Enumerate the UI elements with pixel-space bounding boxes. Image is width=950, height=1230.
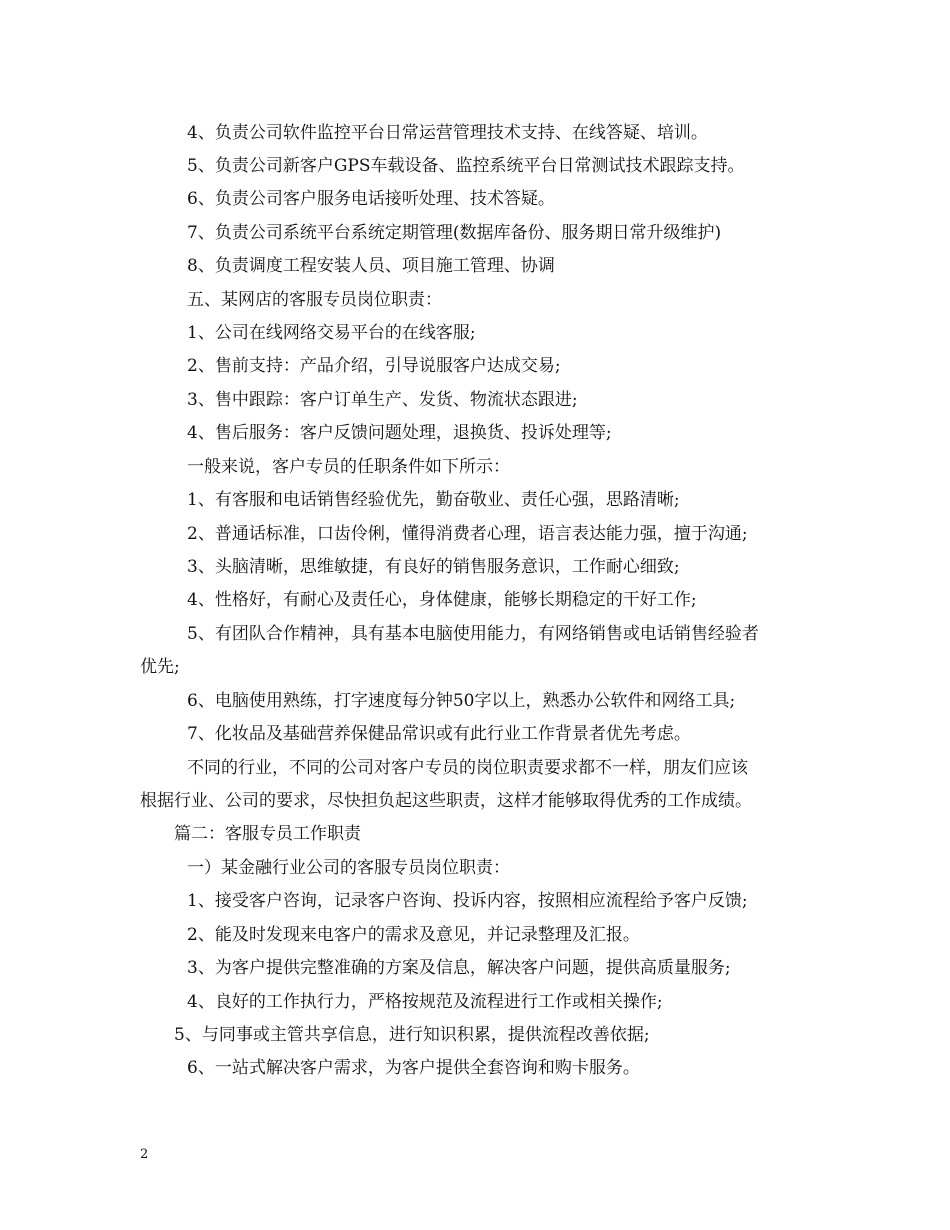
text-line: 2、普通话标准，口齿伶俐，懂得消费者心理，语言表达能力强，擅于沟通; xyxy=(187,524,748,544)
text-line: 1、接受客户咨询，记录客户咨询、投诉内容，按照相应流程给予客户反馈; xyxy=(187,891,748,911)
text-line: 5、负责公司新客户GPS车载设备、监控系统平台日常测试技术跟踪支持。 xyxy=(187,156,745,176)
text-line: 6、电脑使用熟练，打字速度每分钟50字以上，熟悉办公软件和网络工具; xyxy=(187,691,736,711)
section-heading: 篇二：客服专员工作职责 xyxy=(174,824,361,844)
text-line: 根据行业、公司的要求，尽快担负起这些职责，这样才能够取得优秀的工作成绩。 xyxy=(140,791,752,811)
text-line: 3、售中跟踪：客户订单生产、发货、物流状态跟进; xyxy=(187,390,578,410)
text-line: 3、头脑清晰，思维敏捷，有良好的销售服务意识，工作耐心细致; xyxy=(187,557,680,577)
text-line: 3、为客户提供完整准确的方案及信息，解决客户问题，提供高质量服务; xyxy=(187,958,731,978)
text-line: 4、性格好，有耐心及责任心，身体健康，能够长期稳定的干好工作; xyxy=(187,590,697,610)
text-line: 4、售后服务：客户反馈问题处理，退换货、投诉处理等; xyxy=(187,423,612,443)
text-line: 2、售前支持：产品介绍，引导说服客户达成交易; xyxy=(187,356,561,376)
text-line: 6、负责公司客户服务电话接听处理、技术答疑。 xyxy=(187,189,555,209)
text-line: 6、一站式解决客户需求，为客户提供全套咨询和购卡服务。 xyxy=(187,1058,640,1078)
text-line: 7、化妆品及基础营养保健品常识或有此行业工作背景者优先考虑。 xyxy=(187,724,691,744)
text-line: 1、有客服和电话销售经验优先，勤奋敬业、责任心强，思路清晰; xyxy=(187,490,680,510)
text-line: 4、负责公司软件监控平台日常运营管理技术支持、在线答疑、培训。 xyxy=(187,123,708,143)
text-line: 一般来说，客户专员的任职条件如下所示： xyxy=(187,457,510,477)
text-line: 5、有团队合作精神，具有基本电脑使用能力，有网络销售或电话销售经验者 xyxy=(187,624,759,644)
text-line: 7、负责公司系统平台系统定期管理(数据库备份、服务期日常升级维护) xyxy=(187,223,722,243)
text-line: 8、负责调度工程安装人员、项目施工管理、协调 xyxy=(187,256,555,276)
text-line: 5、与同事或主管共享信息，进行知识积累，提供流程改善依据; xyxy=(174,1025,650,1045)
section-heading: 五、某网店的客服专员岗位职责： xyxy=(187,290,442,310)
text-line: 4、良好的工作执行力，严格按规范及流程进行工作或相关操作; xyxy=(187,992,663,1012)
text-line: 2、能及时发现来电客户的需求及意见，并记录整理及汇报。 xyxy=(187,925,640,945)
text-line: 不同的行业，不同的公司对客户专员的岗位职责要求都不一样，朋友们应该 xyxy=(187,758,748,778)
text-line: 优先; xyxy=(140,657,180,677)
text-line: 1、公司在线网络交易平台的在线客服; xyxy=(187,323,476,343)
section-heading: 一）某金融行业公司的客服专员岗位职责： xyxy=(187,858,510,878)
page-number: 2 xyxy=(140,1147,149,1162)
